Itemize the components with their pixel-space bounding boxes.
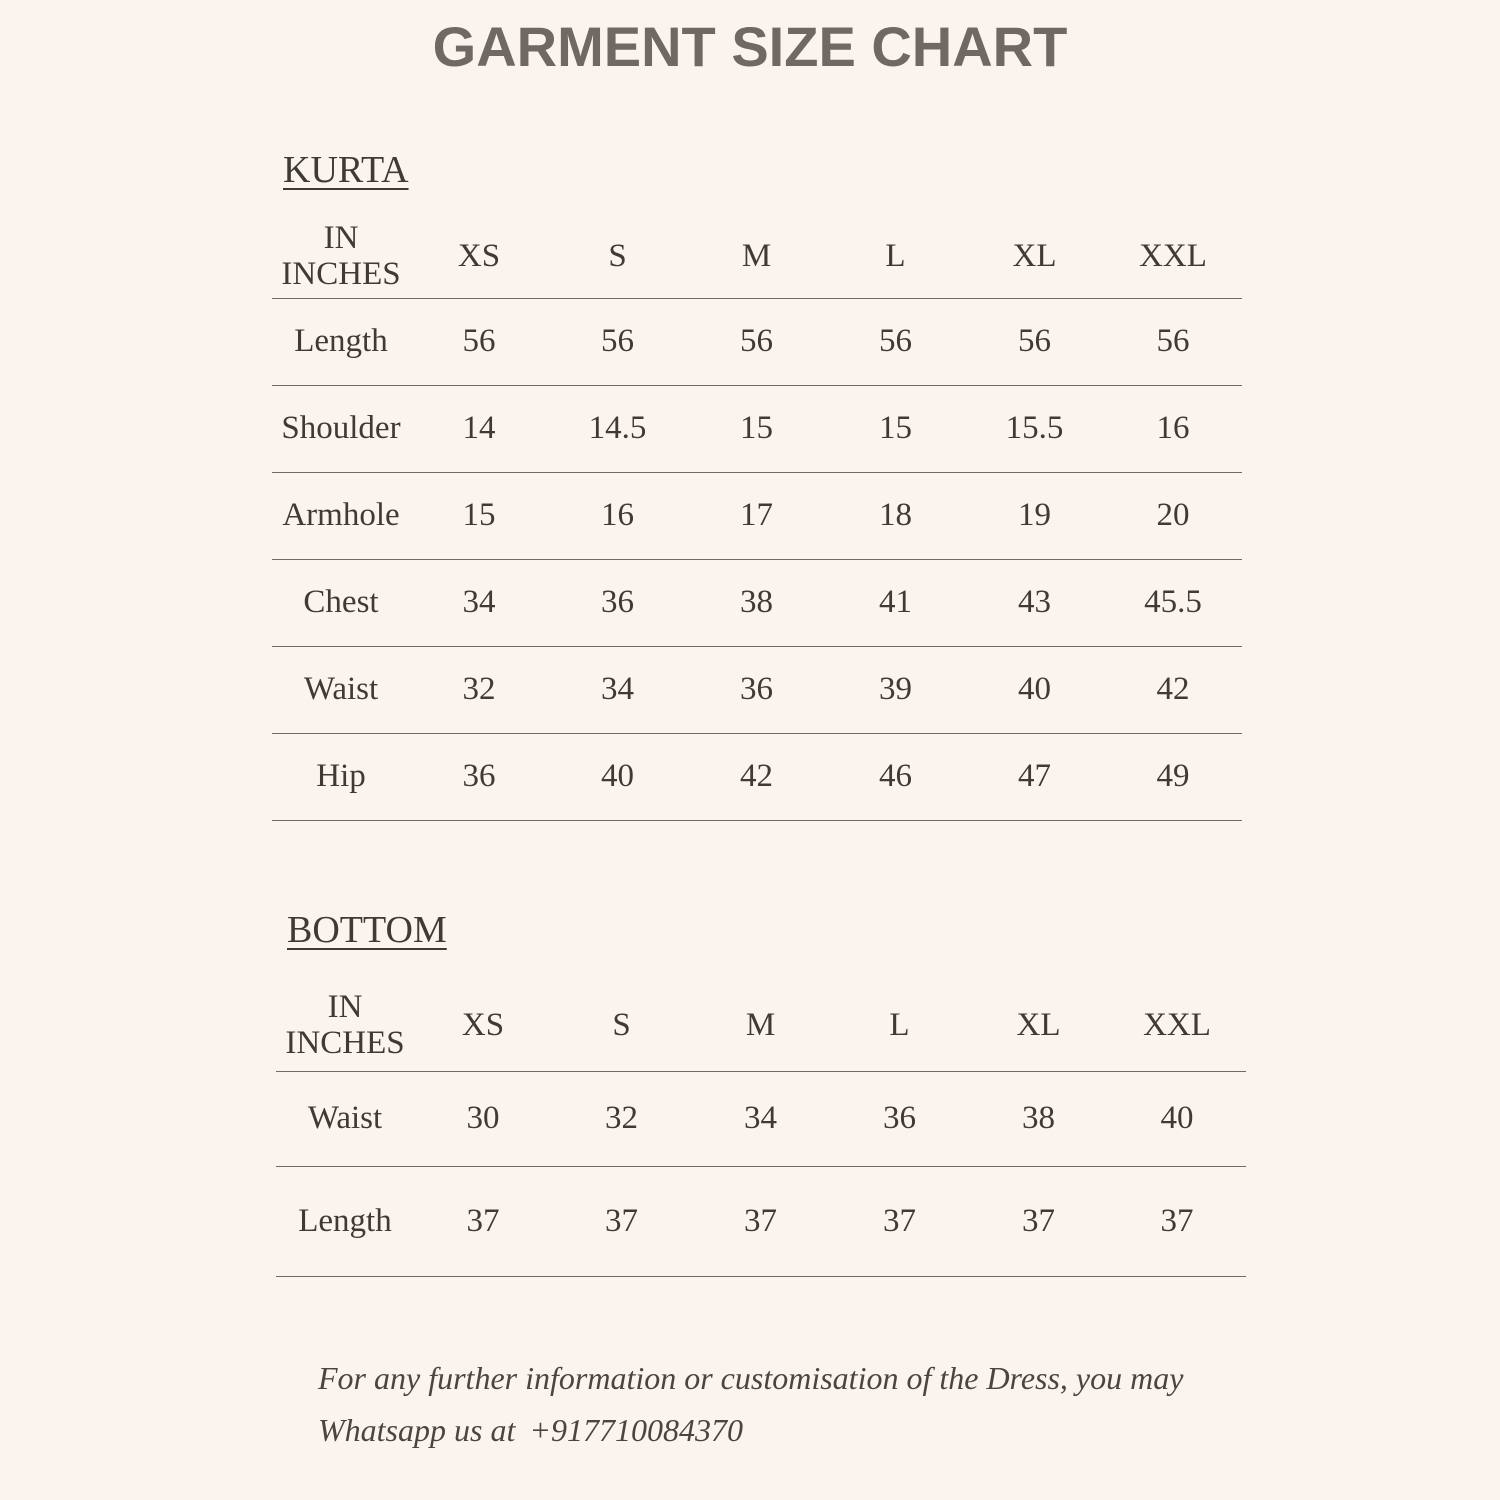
table-cell: 18: [826, 472, 965, 559]
table-row: [272, 559, 1242, 646]
size-header-s: S: [608, 237, 627, 274]
size-header-l: L: [885, 237, 906, 274]
table-cell: 46: [826, 733, 965, 820]
table-cell: 15: [826, 385, 965, 472]
table-cell: 34: [691, 1071, 830, 1166]
table-cell: 40: [548, 733, 687, 820]
table-row: [272, 472, 1242, 559]
table-cell: 17: [687, 472, 826, 559]
table-cell: 15: [687, 385, 826, 472]
table-cell: 37: [1108, 1166, 1246, 1276]
table-cell: 56: [826, 298, 965, 385]
table-cell: 42: [1104, 646, 1242, 733]
footer-whatsapp-text: Whatsapp us at: [318, 1412, 516, 1448]
table-cell: 14.5: [548, 385, 687, 472]
table-cell: 37: [969, 1166, 1108, 1276]
table-cell: 56: [548, 298, 687, 385]
table-cell: 14: [410, 385, 548, 472]
table-cell: 16: [1104, 385, 1242, 472]
table-cell: 36: [548, 559, 687, 646]
table-cell: 16: [548, 472, 687, 559]
row-label: Length: [272, 298, 410, 385]
table-cell: 15: [410, 472, 548, 559]
table-cell: 43: [965, 559, 1104, 646]
phone-number: +917710084370: [529, 1412, 743, 1448]
table-cell: 34: [548, 646, 687, 733]
table-cell: 19: [965, 472, 1104, 559]
size-header-m: M: [741, 237, 772, 274]
footer-line-2: [318, 1404, 1318, 1456]
unit-label: IN INCHES: [285, 989, 405, 1062]
table-cell: 39: [826, 646, 965, 733]
row-label: Shoulder: [272, 385, 410, 472]
table-row: [272, 385, 1242, 472]
size-header-s: S: [612, 1007, 631, 1044]
row-label: Armhole: [272, 472, 410, 559]
size-header-l: L: [889, 1007, 910, 1044]
table-row: [272, 733, 1242, 820]
table-cell: 36: [687, 646, 826, 733]
table-cell: 47: [965, 733, 1104, 820]
table-row: [276, 1166, 1246, 1276]
table-cell: 34: [410, 559, 548, 646]
table-cell: 49: [1104, 733, 1242, 820]
table-cell: 38: [687, 559, 826, 646]
row-label: Waist: [272, 646, 410, 733]
size-header-m: M: [745, 1007, 776, 1044]
table-cell: 56: [410, 298, 548, 385]
row-label: Length: [276, 1166, 414, 1276]
table-cell: 32: [410, 646, 548, 733]
unit-label: IN INCHES: [281, 219, 401, 292]
size-header-xs: XS: [457, 237, 501, 274]
table-cell: 41: [826, 559, 965, 646]
footer-line-1: For any further information or customisation of the Dress, you may: [318, 1360, 1184, 1396]
table-cell: 37: [830, 1166, 969, 1276]
table-cell: 20: [1104, 472, 1242, 559]
row-label: Chest: [272, 559, 410, 646]
table-cell: 45.5: [1104, 559, 1242, 646]
table-cell: 36: [830, 1071, 969, 1166]
table-cell: 32: [552, 1071, 691, 1166]
table-cell: 37: [691, 1166, 830, 1276]
kurta-heading: KURTA: [283, 149, 409, 191]
size-header-xs: XS: [461, 1007, 505, 1044]
table-row: [272, 298, 1242, 385]
page-title: GARMENT SIZE CHART: [432, 15, 1068, 78]
table-cell: 37: [414, 1166, 552, 1276]
size-header-xl: XL: [1016, 1007, 1061, 1044]
table-cell: 56: [1104, 298, 1242, 385]
table-cell: 42: [687, 733, 826, 820]
table-cell: 56: [687, 298, 826, 385]
table-cell: 40: [1108, 1071, 1246, 1166]
table-cell: 38: [969, 1071, 1108, 1166]
kurta-size-table: [272, 214, 1242, 821]
bottom-heading: BOTTOM: [287, 909, 447, 951]
table-row: [276, 1071, 1246, 1166]
table-cell: 37: [552, 1166, 691, 1276]
bottom-size-table: [276, 980, 1246, 1277]
table-cell: 36: [410, 733, 548, 820]
size-header-xl: XL: [1012, 237, 1057, 274]
table-header-row: [276, 980, 1246, 1071]
row-label: Hip: [272, 733, 410, 820]
row-label: Waist: [276, 1071, 414, 1166]
table-cell: 40: [965, 646, 1104, 733]
table-cell: 56: [965, 298, 1104, 385]
table-cell: 30: [414, 1071, 552, 1166]
footer-note: [318, 1352, 1318, 1456]
size-header-xxl: XXL: [1139, 237, 1207, 274]
size-header-xxl: XXL: [1143, 1007, 1211, 1044]
table-header-row: [272, 214, 1242, 298]
table-cell: 15.5: [965, 385, 1104, 472]
table-row: [272, 646, 1242, 733]
